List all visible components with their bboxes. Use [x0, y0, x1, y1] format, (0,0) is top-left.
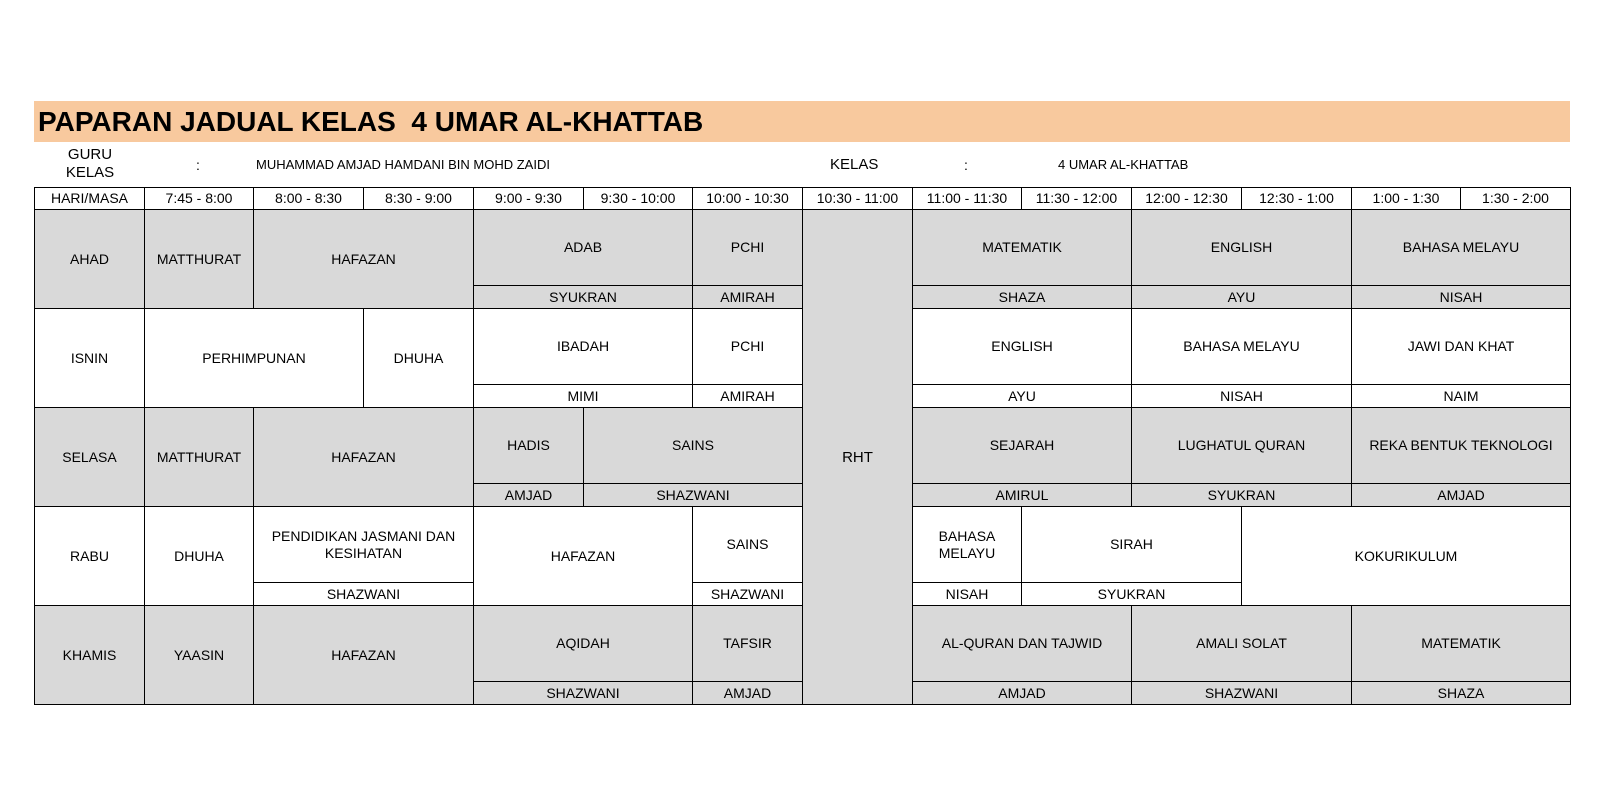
time-slot-header: 11:30 - 12:00: [1021, 187, 1132, 210]
subject-cell: HADIS: [473, 407, 584, 484]
subject-cell: HAFAZAN: [253, 605, 474, 705]
teacher-cell: SYUKRAN: [473, 285, 693, 309]
teacher-cell: NAIM: [1351, 384, 1571, 408]
day-label: ISNIN: [34, 308, 145, 408]
teacher-cell: AMJAD: [912, 681, 1132, 705]
time-slot-header: 9:00 - 9:30: [473, 187, 584, 210]
subject-cell: ENGLISH: [912, 308, 1132, 385]
class-teacher-name: MUHAMMAD AMJAD HAMDANI BIN MOHD ZAIDI: [256, 157, 550, 172]
teacher-cell: NISAH: [912, 582, 1022, 606]
teacher-cell: AMJAD: [692, 681, 803, 705]
subject-cell: BAHASA MELAYU: [912, 506, 1022, 583]
time-slot-header: 12:30 - 1:00: [1241, 187, 1352, 210]
subject-cell: PCHI: [692, 308, 803, 385]
teacher-cell: SYUKRAN: [1131, 483, 1352, 507]
kelas-colon: :: [964, 157, 968, 173]
subject-cell: AQIDAH: [473, 605, 693, 682]
day-label: KHAMIS: [34, 605, 145, 705]
page-title: PAPARAN JADUAL KELAS 4 UMAR AL-KHATTAB: [34, 101, 1570, 142]
subject-cell: DHUHA: [144, 506, 254, 606]
subject-cell: BAHASA MELAYU: [1131, 308, 1352, 385]
teacher-cell: AMIRAH: [692, 285, 803, 309]
teacher-cell: NISAH: [1351, 285, 1571, 309]
day-label: SELASA: [34, 407, 145, 507]
teacher-cell: NISAH: [1131, 384, 1352, 408]
subject-cell: HAFAZAN: [473, 506, 693, 606]
header-hari-masa: HARI/MASA: [34, 187, 145, 210]
teacher-cell: AMIRAH: [692, 384, 803, 408]
teacher-cell: AYU: [912, 384, 1132, 408]
time-slot-header: 12:00 - 12:30: [1131, 187, 1242, 210]
subject-cell: PERHIMPUNAN: [144, 308, 364, 408]
subject-cell: PCHI: [692, 209, 803, 286]
time-slot-header: 1:30 - 2:00: [1460, 187, 1571, 210]
teacher-cell: SHAZWANI: [473, 681, 693, 705]
subject-cell: AMALI SOLAT: [1131, 605, 1352, 682]
time-slot-header: 7:45 - 8:00: [144, 187, 254, 210]
teacher-cell: SHAZWANI: [583, 483, 803, 507]
guru-kelas-label: GURU KELAS: [65, 146, 115, 181]
subject-cell: TAFSIR: [692, 605, 803, 682]
subject-cell: ADAB: [473, 209, 693, 286]
subject-cell: MATEMATIK: [1351, 605, 1571, 682]
time-slot-header: 10:30 - 11:00: [802, 187, 913, 210]
subject-cell: ENGLISH: [1131, 209, 1352, 286]
rht-block: RHT: [802, 209, 913, 705]
subject-cell: DHUHA: [363, 308, 474, 408]
class-name: 4 UMAR AL-KHATTAB: [1058, 157, 1189, 172]
time-slot-header: 11:00 - 11:30: [912, 187, 1022, 210]
time-slot-header: 8:00 - 8:30: [253, 187, 364, 210]
subject-cell: SAINS: [583, 407, 803, 484]
subject-cell: MATTHURAT: [144, 209, 254, 309]
teacher-cell: SHAZA: [1351, 681, 1571, 705]
subject-cell: PENDIDIKAN JASMANI DAN KESIHATAN: [253, 506, 474, 583]
kelas-label: KELAS: [830, 156, 879, 173]
subject-cell: YAASIN: [144, 605, 254, 705]
subject-cell: REKA BENTUK TEKNOLOGI: [1351, 407, 1571, 484]
subject-cell: SIRAH: [1021, 506, 1242, 583]
day-label: RABU: [34, 506, 145, 606]
subject-cell: BAHASA MELAYU: [1351, 209, 1571, 286]
guru-colon: :: [196, 157, 200, 173]
teacher-cell: MIMI: [473, 384, 693, 408]
timetable-grid: [34, 187, 1570, 704]
teacher-cell: AMJAD: [1351, 483, 1571, 507]
time-slot-header: 10:00 - 10:30: [692, 187, 803, 210]
teacher-cell: AYU: [1131, 285, 1352, 309]
teacher-cell: SHAZWANI: [1131, 681, 1352, 705]
subject-cell: AL-QURAN DAN TAJWID: [912, 605, 1132, 682]
teacher-cell: SYUKRAN: [1021, 582, 1242, 606]
subject-cell: MATTHURAT: [144, 407, 254, 507]
subject-cell: HAFAZAN: [253, 407, 474, 507]
time-slot-header: 8:30 - 9:00: [363, 187, 474, 210]
subject-cell: SAINS: [692, 506, 803, 583]
teacher-cell: SHAZA: [912, 285, 1132, 309]
subject-cell: KOKURIKULUM: [1241, 506, 1571, 606]
teacher-cell: AMJAD: [473, 483, 584, 507]
subject-cell: JAWI DAN KHAT: [1351, 308, 1571, 385]
teacher-cell: AMIRUL: [912, 483, 1132, 507]
day-label: AHAD: [34, 209, 145, 309]
time-slot-header: 1:00 - 1:30: [1351, 187, 1461, 210]
teacher-cell: SHAZWANI: [253, 582, 474, 606]
subject-cell: HAFAZAN: [253, 209, 474, 309]
subject-cell: IBADAH: [473, 308, 693, 385]
subject-cell: MATEMATIK: [912, 209, 1132, 286]
subject-cell: LUGHATUL QURAN: [1131, 407, 1352, 484]
time-slot-header: 9:30 - 10:00: [583, 187, 693, 210]
teacher-cell: SHAZWANI: [692, 582, 803, 606]
subject-cell: SEJARAH: [912, 407, 1132, 484]
